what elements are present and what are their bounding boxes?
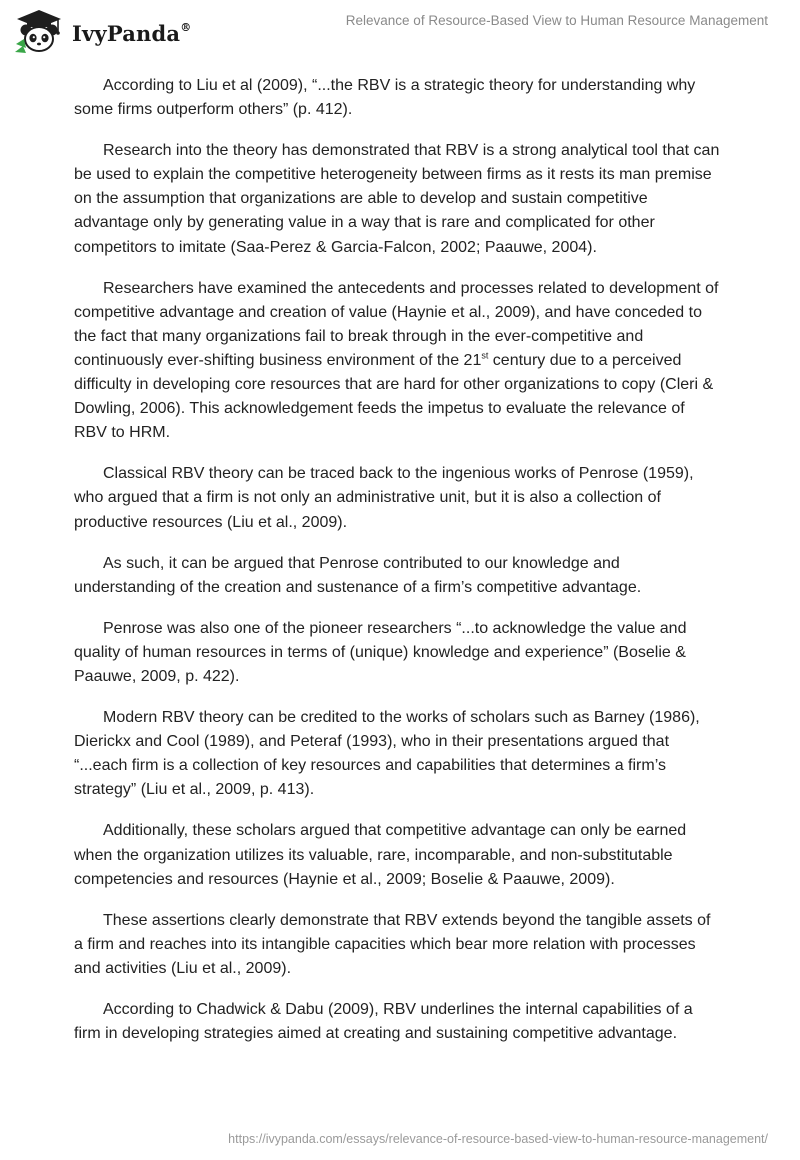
ordinal-superscript: st <box>481 350 489 361</box>
paragraph: According to Chadwick & Dabu (2009), RBV underlines the internal capabilities of a firm in developing strategies aimed at creating and sustaining competitive advantage. <box>74 1001 693 1043</box>
page-header <box>0 0 800 60</box>
paragraph: Penrose was also one of the pioneer researchers “...to acknowledge the value and quality of human resources in terms of (unique) knowledge and experience” (Boselie & Paauwe, 2009, p. 422). <box>74 619 687 685</box>
paragraph: These assertions clearly demonstrate that RBV extends beyond the tangible assets of a firm and reaches into its intangible capacities which bear more relation with processes and activities (Liu et al., 2009). <box>74 911 711 977</box>
paragraph: As such, it can be argued that Penrose contributed to our knowledge and understanding of the creation and sustenance of a firm’s competitive advantage. <box>74 554 642 596</box>
paragraph: Researchers have examined the antecedents and processes related to development of competitive advantage and creation of value (Haynie et al., 2009), and have conceded to the fact that many organizations fail to break through in the ever-competitive and continuously ever-shifting business environment of the 21st century due to a perceived difficulty in developing core resources that are hard for other organizations to copy (Cleri & Dowling, 2006). This acknowledgement feeds the impetus to evaluate the relevance of RBV to HRM. <box>74 279 719 442</box>
paragraph: Additionally, these scholars argued that competitive advantage can only be earned when the organization utilizes its valuable, rare, incomparable, and non-substitutable competencies and resources (Haynie et al., 2009; Boselie & Paauwe, 2009). <box>74 822 687 888</box>
ivypanda-logo[interactable] <box>14 8 191 54</box>
paragraph: Modern RBV theory can be credited to the works of scholars such as Barney (1986), Dierickx and Cool (1989), and Peteraf (1993), who in their presentations argued that “...each firm is a collection of key resources and capabilities that determines a firm’s strategy” (Liu et al., 2009, p. 413). <box>74 709 700 799</box>
essay-body <box>74 74 722 1063</box>
brand-name: IvyPanda® <box>72 20 192 46</box>
panda-graduate-icon <box>14 8 64 54</box>
paragraph: Classical RBV theory can be traced back to the ingenious works of Penrose (1959), who argued that a firm is not only an administrative unit, but it is also a collection of productive resources (Liu et al., 2009). <box>74 465 694 531</box>
document-title: Relevance of Resource-Based View to Human Resource Management <box>345 13 768 28</box>
paragraph: According to Liu et al (2009), “...the RBV is a strategic theory for understanding why some firms outperform others” (p. 412). <box>74 77 696 119</box>
source-url[interactable]: https://ivypanda.com/essays/relevance-of-resource-based-view-to-human-resource-management/ <box>228 1132 768 1146</box>
paragraph: Research into the theory has demonstrated that RBV is a strong analytical tool that can be used to explain the competitive heterogeneity between firms as it rests its man premise on the assumption that organizations are able to develop and sustain competitive advantage only by generating value in a way that is rare and complicated for other competitors to imitate (Saa-Perez & Garcia-Falcon, 2002; Paauwe, 2004). <box>74 142 720 256</box>
